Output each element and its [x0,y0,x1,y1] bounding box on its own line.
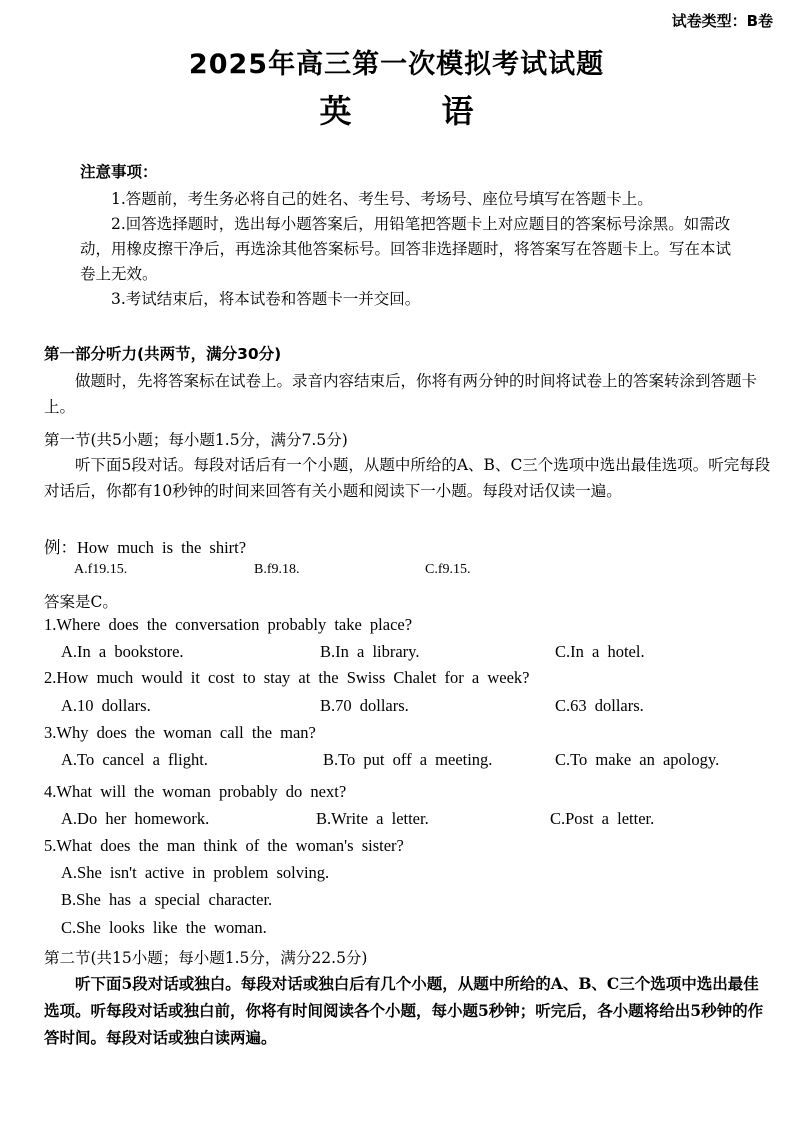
question-2: 2.How much would it cost to stay at the Swiss Chalet for a week? [44,668,530,687]
example-option-c: C.f9.15. [425,562,471,577]
question-5-option-b: B.She has a special character. [61,890,273,909]
notice-item-3: 3.考试结束后，将本试卷和答题卡一并交回。 [111,290,421,308]
example-option-a: A.f19.15. [74,562,128,577]
example-answer: 答案是C。 [44,593,118,611]
question-1-option-c: C.In a hotel. [555,642,645,661]
question-2-option-b: B.70 dollars. [320,696,409,715]
question-4-option-a: A.Do her homework. [61,809,210,828]
section1-intro: 听下面5段对话。每段对话后有一个小题，从题中所给的A、B、C三个选项中选出最佳选项。听完每段对话后，你都有10秒钟的时间来回答有关小题和阅读下一小题。每段对话仅读一遍。 [44,456,771,500]
subject-title: 英语 [319,92,564,130]
question-3-option-c: C.To make an apology. [555,750,720,769]
example-question: 例：How much is the shirt? [44,538,247,557]
question-1-option-a: A.In a bookstore. [61,642,184,661]
notice-heading: 注意事项： [80,163,158,181]
notice-item-1: 1.答题前，考生务必将自己的姓名、考生号、考场号、座位号填写在答题卡上。 [111,190,653,208]
section2-heading: 第二节(共15小题；每小题1.5分，满分22.5分) [44,949,368,967]
part1-intro: 做题时，先将答案标在试卷上。录音内容结束后，你将有两分钟的时间将试卷上的答案转涂到答题卡上。 [44,372,758,416]
question-5-option-c: C.She looks like the woman. [61,918,267,937]
question-4-option-b: B.Write a letter. [316,809,429,828]
question-3-option-a: A.To cancel a flight. [61,750,208,769]
question-3-option-b: B.To put off a meeting. [323,750,493,769]
section1-heading: 第一节(共5小题；每小题1.5分，满分7.5分) [44,431,348,449]
question-1: 1.Where does the conversation probably take place? [44,615,413,634]
question-1-option-b: B.In a library. [320,642,420,661]
example-option-b: B.f9.18. [254,562,300,577]
question-5: 5.What does the man think of the woman's sister? [44,836,404,855]
exam-title: 2025年高三第一次模拟考试试题 [188,49,605,80]
question-3: 3.Why does the woman call the man? [44,723,316,742]
question-5-option-a: A.She isn't active in problem solving. [61,863,330,882]
question-2-option-c: C.63 dollars. [555,696,644,715]
section2-intro: 听下面5段对话或独白。每段对话或独白后有几个小题，从题中所给的A、B、C三个选项中选出最佳选项。听每段对话或独白前，你将有时间阅读各个小题，每小题5秒钟；听完后，各小题将给出5秒钟的作答时间。每段对话或独白读两遍。 [44,974,764,1047]
question-2-option-a: A.10 dollars. [61,696,151,715]
question-4-option-c: C.Post a letter. [550,809,655,828]
question-4: 4.What will the woman probably do next? [44,782,347,801]
paper-type-label: 试卷类型：B卷 [671,12,773,30]
notice-item-2: 2.回答选择题时，选出每小题答案后，用铅笔把答题卡上对应题目的答案标号涂黑。如需改动，用橡皮擦干净后，再选涂其他答案标号。回答非选择题时，将答案写在答题卡上。写在本试卷上无效。 [80,215,732,283]
part1-heading: 第一部分听力(共两节，满分30分) [44,345,282,363]
